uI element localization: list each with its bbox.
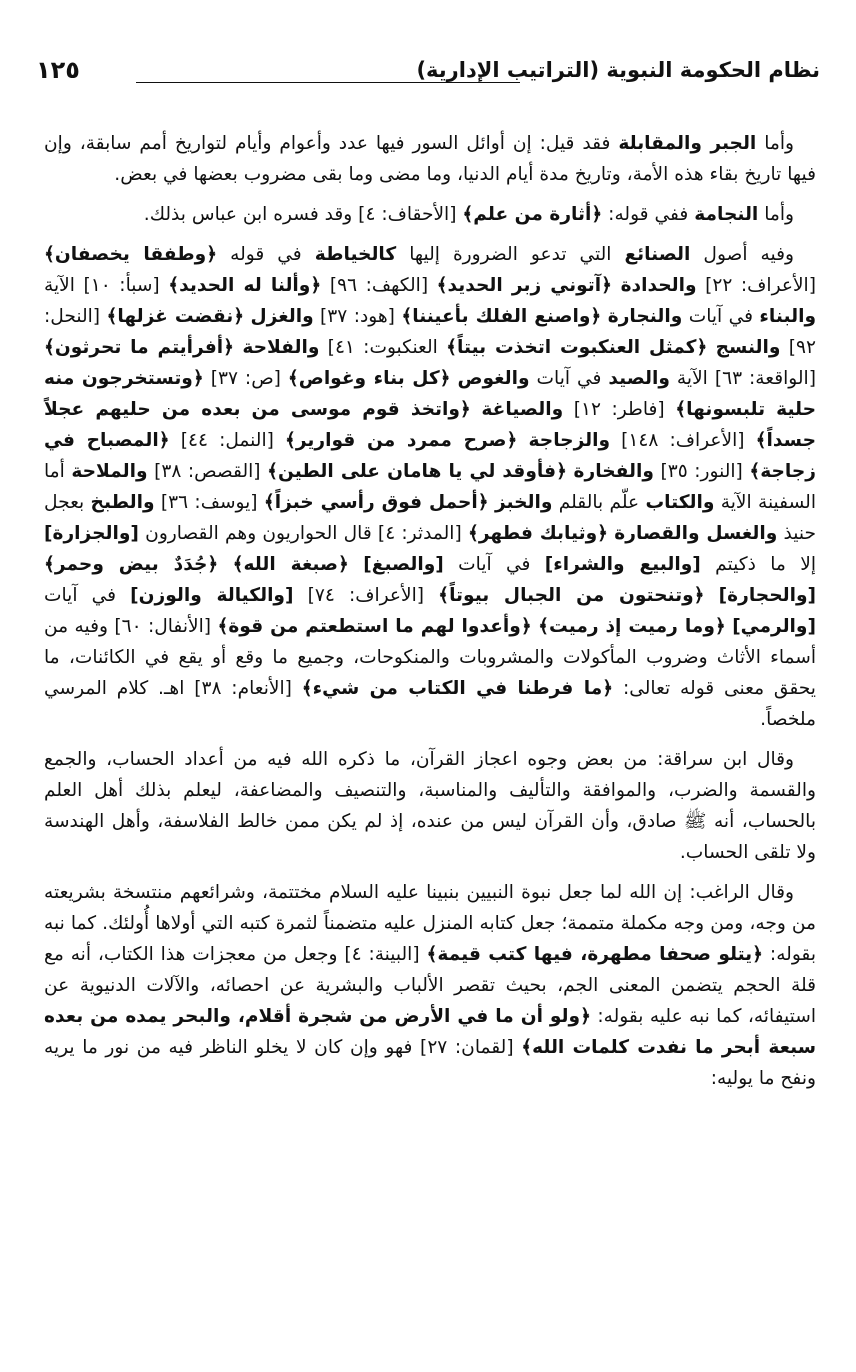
bold-term: [والحجارة] (718, 585, 817, 606)
text-run (612, 275, 621, 296)
text-run: أما السفينة الآية (44, 461, 816, 513)
paragraph-p1 (44, 128, 816, 190)
bold-term: والكتاب (645, 492, 715, 513)
bold-term: والملاحة (71, 461, 148, 482)
text-run (517, 430, 528, 451)
text-run: فقد قيل: إن أوائل السور فيها عدد وأعوام وأيام لتواريخ أمم سابقة، وإن فيها تاريخ بقاء هذه الأمة، وتاريخ مدة أيام الدنيا، وما مضى وما بقى مضروب بعضها في بعض. (44, 133, 816, 185)
text-run: [الأعراف: ٧٤] (293, 585, 439, 606)
header-rule (136, 82, 520, 83)
bold-term: والطبخ (90, 492, 155, 513)
bold-term: ﴿أثارة من علم﴾ (462, 204, 603, 225)
bold-term: ﴿واصنع الفلك بأعيننا﴾ (401, 306, 602, 327)
bold-term: النجامة (694, 204, 759, 225)
bold-term: ﴿كمثل العنكبوت اتخذت بيتاً﴾ (446, 337, 708, 358)
page-body (44, 128, 816, 1103)
text-run: وقال الراغب: إن الله لما جعل نبوة النبيين بنبينا عليه السلام مختتمة، وشرائعهم منتسخة بشريعته من وجه، ومن وجه مكملة متممة؛ جعل كتابه المنزل عليه متضمناً لثمرة كتبه التي أولاها أُولئك. كما نبه بقوله: (44, 882, 817, 965)
text-run: بعجل حنيذ (44, 492, 816, 544)
bold-term: والصياغة (481, 399, 564, 420)
bold-term: ﴿وتستخرجون منه حلية تلبسونها﴾ (44, 368, 817, 420)
text-run: إلا ما ذكيتم (700, 554, 816, 575)
bold-term: ﴿المصباح في زجاجة﴾ (44, 430, 817, 482)
bold-term: [والكيالة والوزن] (130, 585, 294, 606)
text-run (707, 337, 715, 358)
text-run: في آيات (682, 306, 760, 327)
text-run: [لقمان: ٢٧] فهو وإن كان لا يخلو الناظر فيه من نور ما يريه ونفح ما يوليه: (44, 1037, 816, 1089)
text-run: وقال ابن سراقة: من بعض وجوه اعجاز القرآن، ما ذكره الله فيه من أعداد الحساب، والجمع والقسمة والضرب، والموافقة والتأليف والمناسبة، والتنصيف والمضاعفة، ليعلم بذلك أهل العلم بالحساب، أنه ﷺ صادق، وأن القرآن ليس من عنده، إذ لم يكن ممن خالط الفلاسفة، وأهل الهندسة ولا تلقى الحساب. (44, 749, 816, 863)
text-run: في آيات (529, 368, 609, 389)
text-run: [يوسف: ٣٦] (154, 492, 264, 513)
text-run: وفيه أصول (690, 244, 794, 265)
text-run: [الأعراف: ٢٢] (696, 275, 816, 296)
bold-term: ﴿فأوقد لي يا هامان على الطين﴾ (267, 461, 567, 482)
bold-term: ﴿يتلو صحفا مطهرة، فيها كتب قيمة﴾ (426, 944, 764, 965)
bold-term: ﴿وما رميت إذ رميت﴾ (538, 616, 726, 637)
page-number: ١٢٥ (36, 56, 80, 84)
bold-term: والفخارة (573, 461, 654, 482)
text-run: وأما (758, 204, 794, 225)
text-run: في آيات (443, 554, 545, 575)
bold-term: والغزل (250, 306, 314, 327)
bold-term: كالخياطة (314, 244, 397, 265)
text-run: [النمل: ٤٤] (169, 430, 285, 451)
text-run: [هود: ٣٧] (313, 306, 402, 327)
text-run (705, 585, 719, 606)
bold-term: والغسل والقصارة (614, 523, 778, 544)
bold-term: [والجزارة] (44, 523, 139, 544)
paragraph-p2 (44, 199, 816, 230)
text-run: [القصص: ٣٨] (147, 461, 268, 482)
bold-term: الصنائع (624, 244, 691, 265)
text-run: [الواقعة: ٦٣] الآية (669, 368, 816, 389)
bold-term: ﴿ما فرطنا في الكتاب من شيء﴾ (301, 678, 614, 699)
bold-term: والزجاجة (528, 430, 611, 451)
text-run (471, 399, 482, 420)
bold-term: ﴿صرح ممرد من قوارير﴾ (284, 430, 518, 451)
bold-term: [والصبغ] (363, 554, 444, 575)
text-run: في قوله (217, 244, 315, 265)
bold-term: ﴿واتخذ قوم موسى من بعده من حليهم عجلاً جسداً﴾ (44, 399, 816, 451)
text-run: وأما (756, 133, 794, 154)
text-run: التي تدعو الضرورة إليها (396, 244, 625, 265)
text-run: [البينة: ٤] وجعل من معجزات هذا الكتاب، أنه مع قلة الحجم يتضمن المعنى الجم، بحيث تقصر الألباب والبشرية عن احصائه، والآلات الدنيوية عن استيفائه، كما نبه عليه بقوله: (44, 944, 817, 1027)
text-run (218, 554, 232, 575)
text-run: [الكهف: ٩٦] (321, 275, 437, 296)
text-run (451, 368, 458, 389)
bold-term: ﴿وأعدوا لهم ما استطعتم من قوة﴾ (217, 616, 532, 637)
bold-term: ﴿أفرأيتم ما تحرثون﴾ (44, 337, 235, 358)
bold-term: ﴿أحمل فوق رأسي خبزاً﴾ (263, 492, 489, 513)
text-run: [ص: ٣٧] (203, 368, 288, 389)
paragraph-p3 (44, 239, 816, 735)
text-run: [الأنفال: ٦٠] وفيه من أسماء الأثاث وضروب المأكولات والمشروبات والمنكوحات، وجميع ما وقع أو يقع في الكائنات، ما يحقق معنى قوله تعالى: (44, 616, 816, 699)
text-run: ففي قوله: (602, 204, 695, 225)
bold-term: والخبز (494, 492, 553, 513)
bold-term: ﴿وتنحتون من الجبال بيوتاً﴾ (438, 585, 705, 606)
bold-term: ﴿صبغة الله﴾ (232, 554, 349, 575)
bold-term: والنجارة (607, 306, 683, 327)
bold-term: ﴿وألنا له الحديد﴾ (168, 275, 322, 296)
bold-term: ﴿كل بناء وغواص﴾ (287, 368, 451, 389)
text-run: في آيات (44, 585, 131, 606)
text-run: [فاطر: ١٢] (563, 399, 676, 420)
bold-term: والغوص (457, 368, 530, 389)
bold-term: ﴿ولو أن ما في الأرض من شجرة أقلام، والبحر يمده من بعده سبعة أبحر ما نفدت كلمات الله﴾ (44, 1006, 816, 1058)
text-run (349, 554, 363, 575)
text-run: [سبأ: ١٠] الآية (44, 275, 169, 296)
bold-term: [والرمي] (732, 616, 816, 637)
bold-term: [والبيع والشراء] (544, 554, 701, 575)
text-run: علّم بالقلم (552, 492, 646, 513)
bold-term: والصيد (608, 368, 670, 389)
running-header (36, 56, 820, 92)
bold-term: والفلاحة (242, 337, 320, 358)
bold-term: ﴿وثيابك فطهر﴾ (467, 523, 609, 544)
bold-term: والحدادة (620, 275, 697, 296)
bold-term: ﴿نقضت غزلها﴾ (106, 306, 245, 327)
text-run: [النور: ٣٥] (653, 461, 750, 482)
text-run: [النحل: ٩٢] (44, 306, 816, 358)
bold-term: الجبر والمقابلة (618, 133, 757, 154)
bold-term: والنسج (715, 337, 781, 358)
paragraph-p5 (44, 877, 816, 1094)
paragraph-p4 (44, 744, 816, 868)
book-title: نظام الحكومة النبوية (التراتيب الإدارية) (416, 58, 820, 82)
text-run: [الأحقاف: ٤] وقد فسره ابن عباس بذلك. (143, 204, 463, 225)
text-run: [الأنعام: ٣٨] اهـ. كلام المرسي ملخصاً. (44, 678, 816, 730)
bold-term: ﴿آتوني زبر الحديد﴾ (436, 275, 612, 296)
text-run: العنكبوت: ٤١] (319, 337, 447, 358)
bold-term: ﴿جُدَدٌ بيض وحمر﴾ (44, 554, 219, 575)
text-run: [المدثر: ٤] قال الحواريون وهم القصارون (138, 523, 468, 544)
bold-term: ﴿وطفقا يخصفان﴾ (44, 244, 218, 265)
bold-term: والبناء (759, 306, 817, 327)
text-run: [الأعراف: ١٤٨] (610, 430, 756, 451)
